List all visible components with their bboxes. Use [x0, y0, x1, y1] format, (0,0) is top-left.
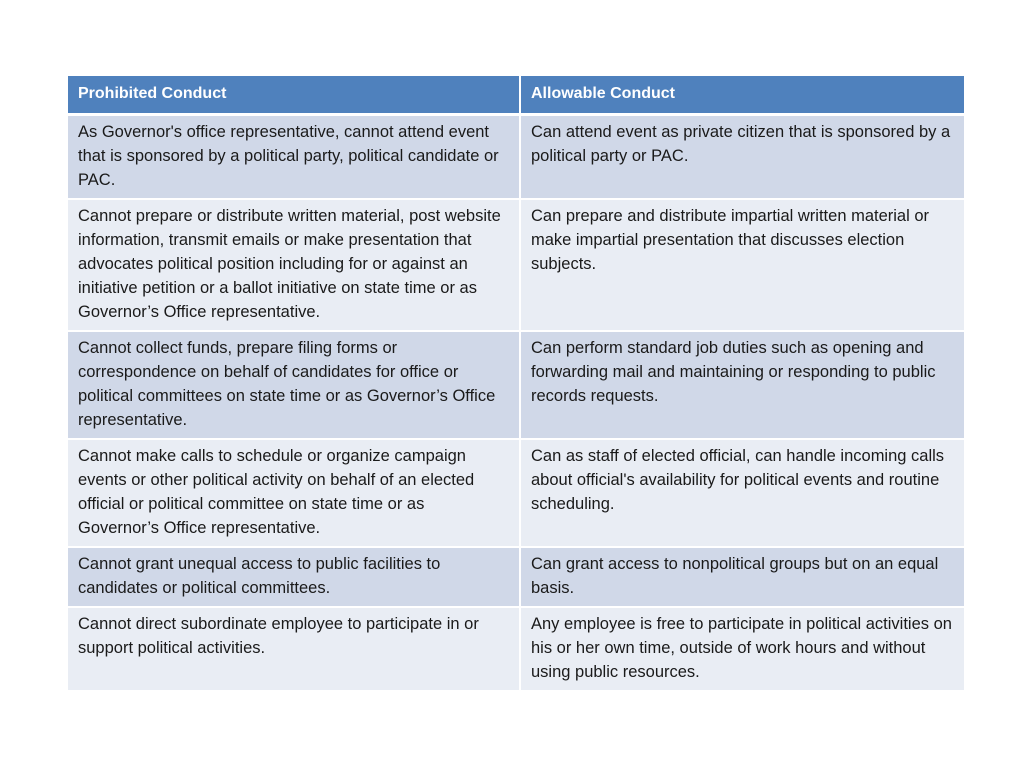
allowable-cell: Can grant access to nonpolitical groups but on an equal basis. — [520, 547, 964, 607]
table-row — [68, 114, 964, 199]
prohibited-cell: Cannot prepare or distribute written material, post website information, transmit emails or make presentation that advocates political position including for or against an initiative petition or a ballot initiative on state time or as Governor’s Office representative. — [68, 199, 520, 331]
table-row — [68, 607, 964, 691]
allowable-cell: Can perform standard job duties such as opening and forwarding mail and maintaining or responding to public records requests. — [520, 331, 964, 439]
allowable-cell: Can prepare and distribute impartial written material or make impartial presentation that discusses election subjects. — [520, 199, 964, 331]
allowable-cell: Can as staff of elected official, can handle incoming calls about official's availability for political events and routine scheduling. — [520, 439, 964, 547]
table-row — [68, 199, 964, 331]
prohibited-cell: Cannot direct subordinate employee to participate in or support political activities. — [68, 607, 520, 691]
table-row — [68, 331, 964, 439]
allowable-cell: Any employee is free to participate in political activities on his or her own time, outside of work hours and without using public resources. — [520, 607, 964, 691]
prohibited-cell: As Governor's office representative, cannot attend event that is sponsored by a political party, political candidate or PAC. — [68, 114, 520, 199]
table-header-row — [68, 76, 964, 114]
allowable-cell: Can attend event as private citizen that is sponsored by a political party or PAC. — [520, 114, 964, 199]
prohibited-cell: Cannot make calls to schedule or organize campaign events or other political activity on behalf of an elected official or political committee on state time or as Governor’s Office representative. — [68, 439, 520, 547]
header-prohibited-conduct: Prohibited Conduct — [68, 76, 520, 114]
prohibited-cell: Cannot grant unequal access to public facilities to candidates or political committees. — [68, 547, 520, 607]
header-allowable-conduct: Allowable Conduct — [520, 76, 964, 114]
conduct-table — [68, 76, 964, 692]
table-row — [68, 439, 964, 547]
table-row — [68, 547, 964, 607]
prohibited-cell: Cannot collect funds, prepare filing forms or correspondence on behalf of candidates for office or political committees on state time or as Governor’s Office representative. — [68, 331, 520, 439]
